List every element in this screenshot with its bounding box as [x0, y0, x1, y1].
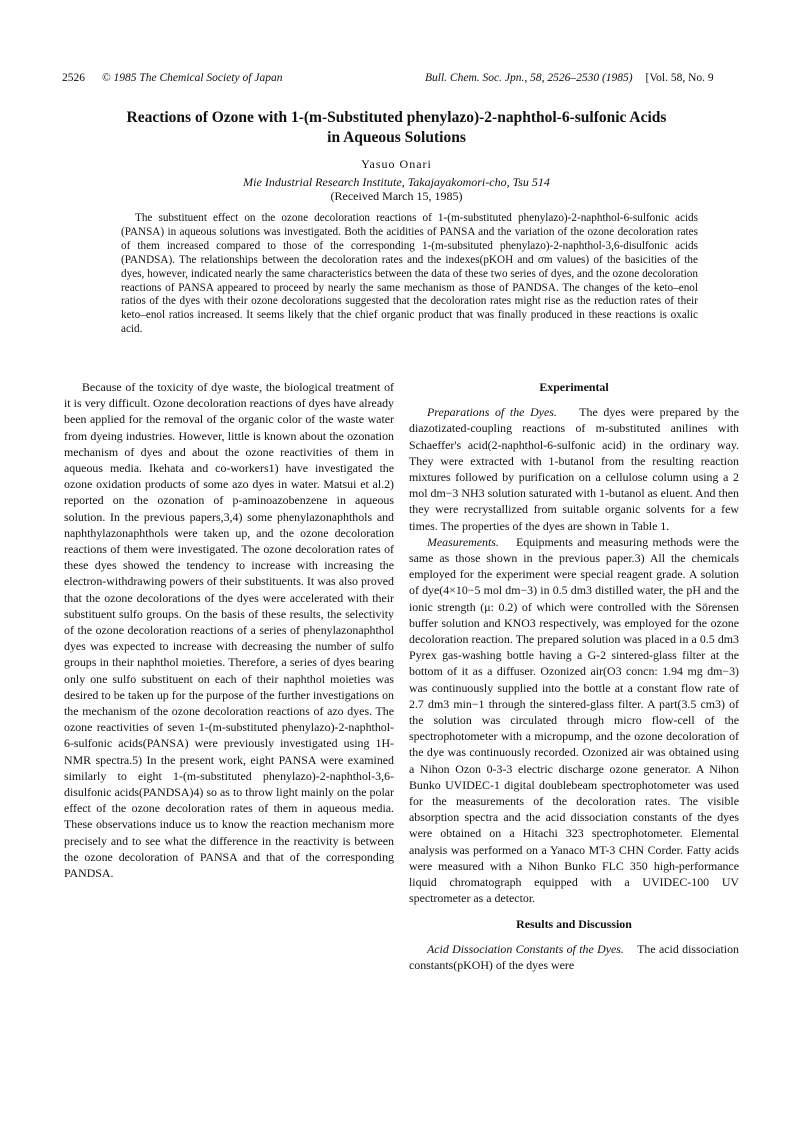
article-title: Reactions of Ozone with 1-(m-Substituted phenylazo)-2-naphthol-6-sulfonic Acids in Aqueous Solutions — [126, 109, 667, 146]
preparations-heading: Preparations of the Dyes. — [427, 405, 557, 420]
copyright-line: © 1985 The Chemical Society of Japan — [101, 72, 283, 84]
right-column — [409, 379, 739, 973]
measurements-paragraph — [409, 534, 739, 907]
page-number: 2526 — [62, 72, 85, 84]
affiliation: Mie Industrial Research Institute, Takajayakomori-cho, Tsu 514 — [243, 175, 550, 189]
received-date: (Received March 15, 1985) — [330, 189, 463, 203]
results-text: The acid dissociation constants(pKOH) of the dyes were — [409, 941, 739, 972]
preparations-text: The dyes were prepared by the diazotizated-coupling reactions of m-substituted anilines with Schaeffer's acid(2-naphthol-6-sulfonic acid) in the ordinary way. They were extracted with 1-butanol from the resulting reaction mixtures followed by purification on a cellulose column using a 2 mol dm−3 NH3 solution saturated with 1-butanol as eluent. And then they were recrystallized from suitable organic solvents for a few times. The properties of the dyes are shown in Table 1. — [409, 405, 739, 533]
acid-dissociation-heading: Acid Dissociation Constants of the Dyes. — [427, 941, 624, 956]
preparations-paragraph — [409, 404, 739, 534]
measurements-heading: Measurements. — [427, 534, 499, 549]
measurements-text: Equipments and measuring methods were the same as those shown in the previous paper.3) All the chemicals employed for the experiment were special reagent grade. A solution of dye(4×10−5 mol dm−3) in 0.5 dm3 distilled water, the pH and the ionic strength (μ: 0.2) of which were controlled with the Sörensen buffer solution and KNO3 respectively, was employed for the ozone decoloration reaction. The prepared solution was placed in a 0.5 dm3 Pyrex gas-washing bottle having a G-2 sintered-glass filter at the bottom of it as a diffuser. Ozonized air(O3 concn: 1.94 mg dm−3) was continuously supplied into the bottle at a constant flow rate of 2.7 dm3 min−1 through the sintered-glass filter. A part(3.5 cm3) of the solution was circulated through micro flow-cell of the spectrophotometer with a micropump, and the ozone decoloration of the dye was continuously recorded. Ozonized air was obtained using a Nihon Ozon 0-3-3 electric discharge ozone generator. A Nihon Bunko UVIDEC-1 digital doublebeam spectrophotometer was used for the measurements of the decoloration rates. The visible absorption spectra and the acid dissociation constants of the dyes were obtained on a Hitachi 323 spectrophotometer. Elemental analysis was performed on a Yanaco MT-3 CHN Corder. Fatty acids were measured with a Nihon Bunko FLC 350 high-performance liquid chromatograph equipped with a UVIDEC-100 UV spectrometer as a detector. — [409, 534, 740, 906]
experimental-heading: Experimental — [539, 380, 609, 394]
results-heading: Results and Discussion — [516, 916, 632, 931]
author-name: Yasuo Onari — [361, 157, 432, 171]
results-paragraph — [409, 941, 739, 973]
introduction-paragraph: Because of the toxicity of dye waste, the biological treatment of it is very difficult. Ozone decoloration reactions of dyes have already been applied for the removal of the organic color of the waste water from dyeing industries. However, little is known about the ozonation mechanism of dyes and about the ozone reactivities of them in aqueous media. Ikehata and co-workers1) have investigated the ozone oxidation products of some azo dyes in water. Matsui et al.2) reported on the ozonation of p-aminoazobenzene in aqueous solution. In the previous papers,3,4) some phenylazonaphthols and naphthylazonaphthols were taken up, and the ozone decoloration reactions of them were investigated. The ozone decoloration rates of these dyes showed the tendency to increase with increasing the electron-withdrawing powers of their substituents. It was also proved that the ozone decolorations of the dyes were accelerated with their substituent sulfo groups. On the basis of these results, the selectivity of the ozone decoloration reactions of a series of phenylazonaphthol dyes was expected to increase with decreasing the number of sulfo groups in their naphthol moieties. Therefore, a series of dyes bearing only one sulfo substituent on each of their naphthol moieties was desired to be taken up for the purpose of the further investigations on the mechanism of the ozone decoloration reactions of azo dyes. The ozone reactivities of seven 1-(m-substituted phenylazo)-2-naphthol-6-sulfonic acids(PANSA) were previously investigated using 1H-NMR spectra.5) In the present work, eight PANSA were examined similarly to eight 1-(m-substituted phenylazo)-2-naphthol-3,6-disulfonic acids(PANDSA)4) so as to throw light mainly on the polar effect of the ozone decoloration rates of them in aqueous media. These observations induce us to know the reaction mechanism more precisely and to see what the difference in the reactivity is between the ozone decoloration of PANSA and that of the corresponding PANDSA. — [64, 380, 394, 881]
abstract: The substituent effect on the ozone decoloration reactions of 1-(m-substituted phenylazo)-2-naphthol-6-sulfonic acids (PANSA) in aqueous solutions was investigated. Both the acidities of PANSA and the variation of the ozone decoloration rates of them increased compared to those of the corresponding 1-(m-subsituted phenylazo)-2-naphthol-3,6-disulfonic acids (PANDSA). The relationships between the decoloration rates and the indexes(pKOH and σm values) of the basicities of the dyes, however, indicated nearly the same characteristics between the data of these two series of dyes, and the ozone decoloration reactions of PANSA appeared to proceed by nearly the same mechanism as those of PANDSA. The changes of the keto–enol ratios of the dyes with their ozone decolorations suggested that the decoloration rates might rise as the reduction rates of their keto–enol ratios increased. It seems likely that the chief organic product that was finally produced in these reactions is oxalic acid. — [121, 212, 698, 336]
running-header-left — [62, 72, 282, 84]
journal-citation: Bull. Chem. Soc. Jpn., 58, 2526–2530 (1985) — [425, 72, 633, 84]
volume-issue: [Vol. 58, No. 9 — [645, 72, 714, 84]
left-column — [64, 379, 394, 881]
running-header-right — [425, 72, 714, 84]
